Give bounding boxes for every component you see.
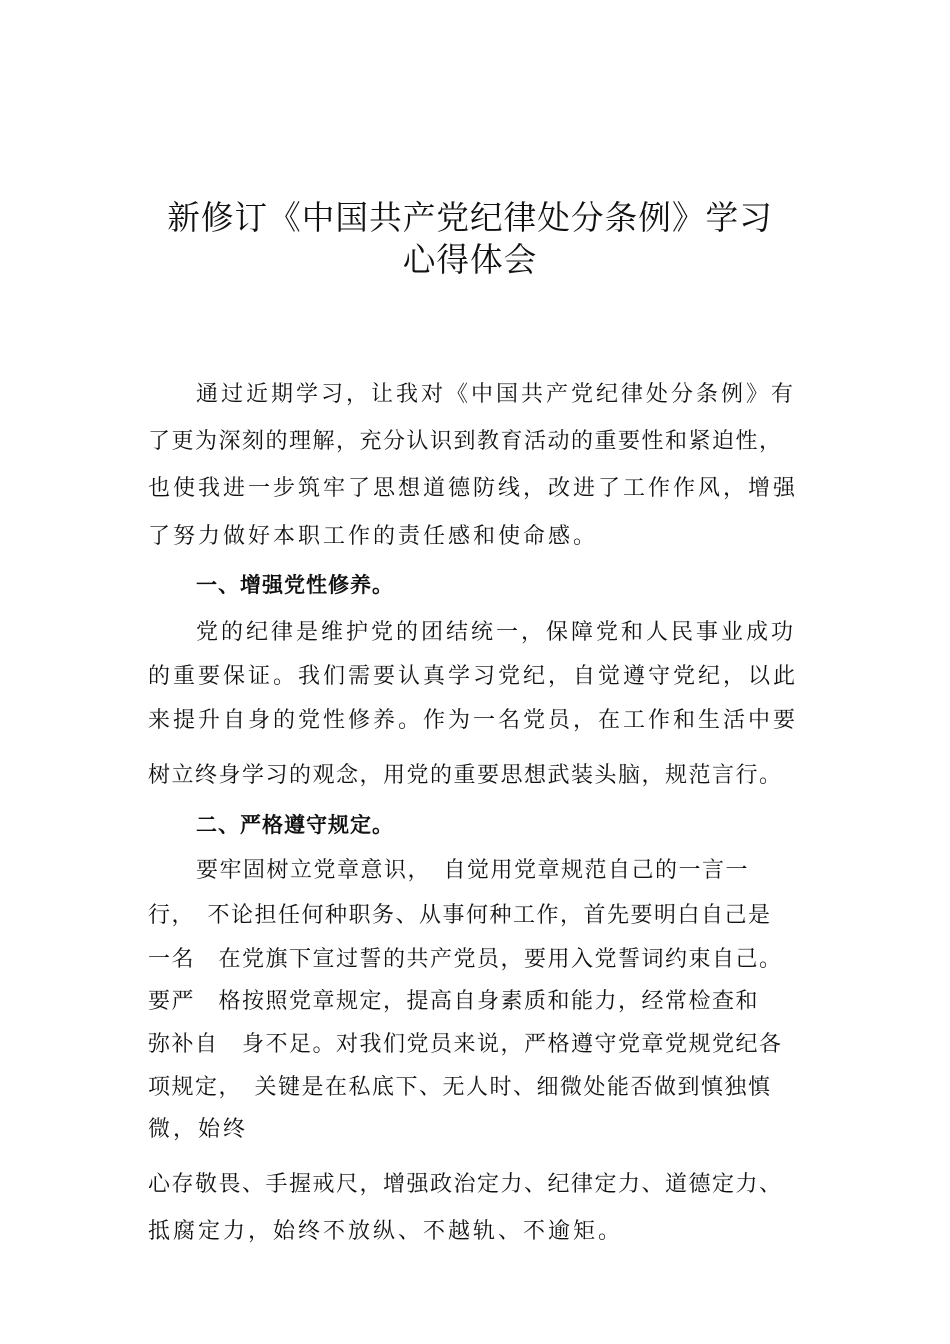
section-2-line-4: 要严 格按照党章规定，提高自身素质和能力，经常检查和 [148,989,760,1014]
section-2-line-5: 弥补自 身不足。对我们党员来说，严格遵守党章党规党纪各 [148,1032,783,1057]
intro-line-1: 通过近期学习，让我对《中国共产党纪律处分条例》有 [196,382,797,407]
section-1-line-2: 的重要保证。我们需要认真学习党纪，自觉遵守党纪，以此 [148,664,799,689]
section-2-line-9: 抵腐定力，始终不放纵、不越轨、不逾矩。 [148,1219,624,1244]
section-1-line-1: 党的纪律是维护党的团结统一，保障党和人民事业成功 [196,620,797,645]
document-title-line-2: 心得体会 [402,240,538,279]
section-2-line-8: 心存敬畏、手握戒尺，增强政治定力、纪律定力、道德定力、 [148,1172,783,1197]
section-2-heading: 二、严格遵守规定。 [196,813,394,837]
document-title-line-1: 新修订《中国共产党纪律处分条例》学习 [167,198,773,237]
section-1-line-3: 来提升自身的党性修养。作为一名党员，在工作和生活中要 [148,708,799,733]
section-1-line-4: 树立终身学习的观念，用党的重要思想武装头脑，规范言行。 [148,763,783,788]
section-2-line-7: 微，始终 [148,1117,249,1142]
intro-line-4: 了努力做好本职工作的责任感和使命感。 [148,524,599,549]
section-1-heading: 一、增强党性修养。 [196,573,394,597]
section-2-line-1: 要牢固树立党章意识， 自觉用党章规范自己的一言一 [196,858,750,883]
intro-line-2: 了更为深刻的理解，充分认识到教育活动的重要性和紧迫性， [148,429,783,454]
intro-line-3: 也使我进一步筑牢了思想道德防线，改进了工作作风，增强 [148,476,799,501]
section-2-line-2: 行， 不论担任何种职务、从事何种工作，首先要明白自己是 [148,903,772,928]
section-2-line-6: 项规定， 关键是在私底下、无人时、细微处能否做到慎独慎 [148,1075,772,1100]
section-2-line-3: 一名 在党旗下宣过誓的共产党员，要用入党誓词约束自己。 [148,947,783,972]
